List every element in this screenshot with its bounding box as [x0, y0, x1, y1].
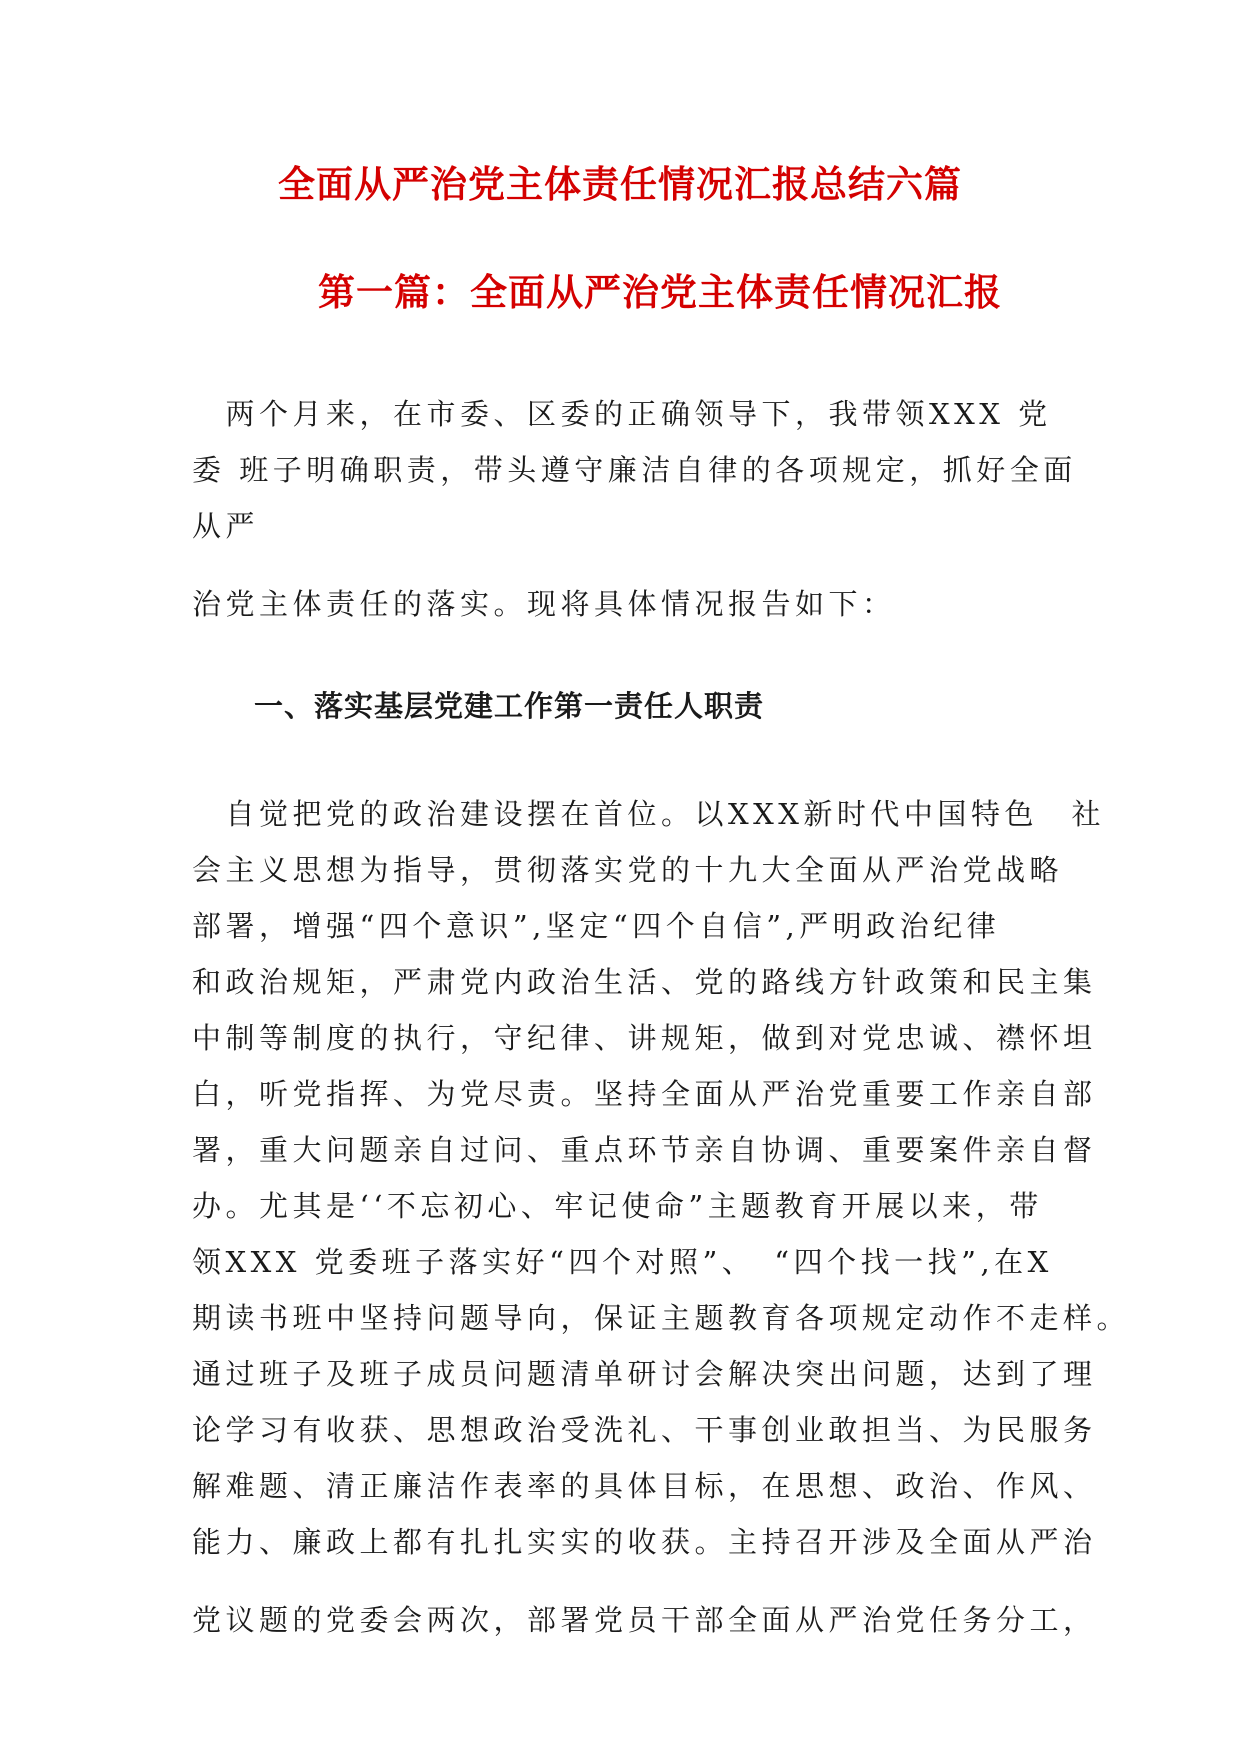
paragraph-1-line-14: 能力、廉政上都有扎扎实实的收获。主持召开涉及全面从严治 [192, 1525, 1097, 1559]
intro-line-1: 两个月来，在市委、区委的正确领导下，我带领XXX 党 [192, 397, 1052, 431]
paragraph-1-line-12: 论学习有收获、思想政治受洗礼、干事创业敢担当、为民服务 [192, 1413, 1097, 1447]
paragraph-1-line-8: 办。尤其是‘‘不忘初心、牢记使命”主题教育开展以来，带 [192, 1189, 1043, 1223]
intro-line-2: 委 班子明确职责，带头遵守廉洁自律的各项规定，抓好全面 [192, 453, 1077, 487]
paragraph-1-line-1: 自觉把党的政治建设摆在首位。以XXX新时代中国特色 社 [192, 797, 1105, 831]
paragraph-1-line-7: 署，重大问题亲自过问、重点环节亲自协调、重要案件亲自督 [192, 1133, 1097, 1167]
intro-line-3: 从严 [192, 509, 260, 543]
paragraph-1-line-5: 中制等制度的执行，守纪律、讲规矩，做到对党忠诚、襟怀坦 [192, 1021, 1097, 1055]
paragraph-1-line-15: 党议题的党委会两次，部署党员干部全面从严治党任务分工， [192, 1603, 1097, 1637]
paragraph-1-line-3: 部署，增强“四个意识”,坚定“四个自信”,严明政治纪律 [192, 909, 1001, 943]
heading-1: 一、落实基层党建工作第一责任人职责 [254, 689, 765, 723]
paragraph-1-line-2: 会主义思想为指导，贯彻落实党的十九大全面从严治党战略 [192, 853, 1064, 887]
section-title: 第一篇：全面从严治党主体责任情况汇报 [318, 271, 1002, 314]
paragraph-1-line-9: 领XXX 党委班子落实好“四个对照”、 “四个找一找”,在X [192, 1245, 1053, 1279]
intro-line-4: 治党主体责任的落实。现将具体情况报告如下： [192, 587, 896, 621]
document-title: 全面从严治党主体责任情况汇报总结六篇 [278, 163, 962, 206]
paragraph-1-line-11: 通过班子及班子成员问题清单研讨会解决突出问题，达到了理 [192, 1357, 1097, 1391]
paragraph-1-line-6: 白，听党指挥、为党尽责。坚持全面从严治党重要工作亲自部 [192, 1077, 1097, 1111]
paragraph-1-line-10: 期读书班中坚持问题导向，保证主题教育各项规定动作不走样。 [192, 1301, 1131, 1335]
paragraph-1-line-4: 和政治规矩，严肃党内政治生活、党的路线方针政策和民主集 [192, 965, 1097, 999]
paragraph-1-line-13: 解难题、清正廉洁作表率的具体目标，在思想、政治、作风、 [192, 1469, 1097, 1503]
